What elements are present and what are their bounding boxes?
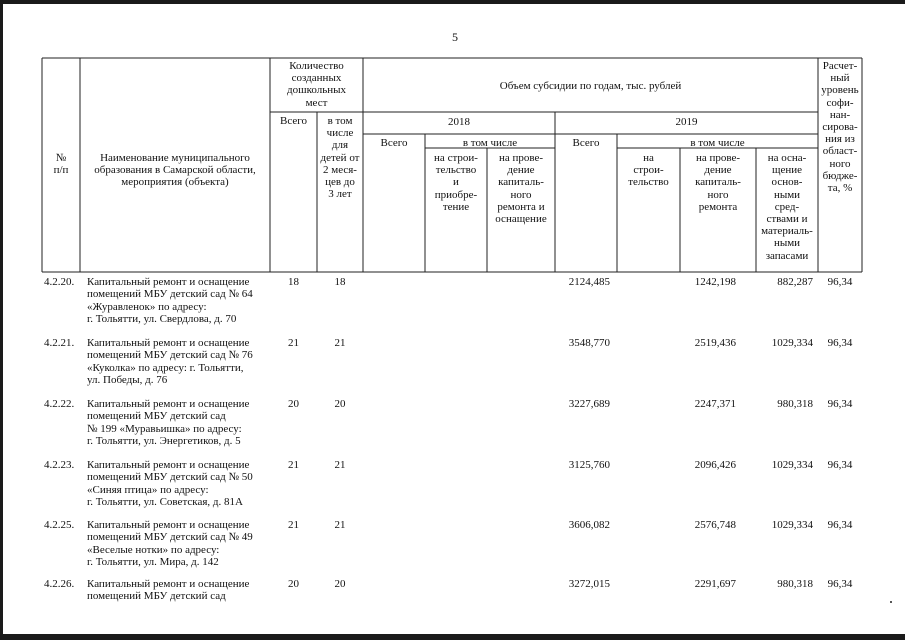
row-5-name: Капитальный ремонт и оснащение помещений МБУ детский сад № 49 «Веселые нотки» по адресу: г. Тольятти, ул. Мира, д. 142 [87,519,253,569]
row-6-total-2019: 3272,015 [568,578,610,590]
row-3-name: Капитальный ремонт и оснащение помещений МБУ детский сад № 199 «Муравьишка» по адресу: г. Тольятти, ул. Энергетиков, д. 5 [87,398,250,448]
row-2-equip-2019: 1029,334 [771,337,813,349]
row-3-equip-2019: 980,318 [777,398,813,410]
header-subsidy: Объем субсидии по годам, тыс. рублей [499,80,682,92]
row-3-places-total: 20 [288,398,299,410]
row-5-level: 96,34 [827,519,853,531]
row-4-level: 96,34 [827,459,853,471]
row-1-name: Капитальный ремонт и оснащение помещений МБУ детский сад № 64 «Журавленок» по адресу: г. Тольятти, ул. Свердлова, д. 70 [87,276,253,326]
row-5-no: 4.2.25. [44,519,75,531]
row-6-no: 4.2.26. [44,578,75,590]
row-2-repair-2019: 2519,436 [694,337,736,349]
row-1-places-incl: 18 [334,276,346,288]
row-1-no: 4.2.20. [44,276,75,288]
row-5-places-incl: 21 [334,519,346,531]
row-4-repair-2019: 2096,426 [694,459,736,471]
row-6-name: Капитальный ремонт и оснащение помещений МБУ детский сад [87,578,250,603]
row-6-equip-2019: 980,318 [777,578,813,590]
row-4-name: Капитальный ремонт и оснащение помещений МБУ детский сад № 50 «Синяя птица» по адресу: г. Тольятти, ул. Советская, д. 81А [87,459,253,509]
page-number: 5 [452,30,458,44]
row-3-repair-2019: 2247,371 [694,398,736,410]
row-4-equip-2019: 1029,334 [771,459,813,471]
scan-speck [890,601,892,603]
header-name: Наименование муниципального образования в Самарской области, мероприятия (объекта) [94,152,256,189]
header-places-incl: в том числе для детей от 2 меся- цев до 3 лет [320,115,360,201]
row-6-repair-2019: 2291,697 [694,578,736,590]
row-3-level: 96,34 [827,398,853,410]
header-2019-total: Всего [572,137,600,149]
row-4-no: 4.2.23. [44,459,75,471]
row-5-places-total: 21 [288,519,299,531]
row-5-total-2019: 3606,082 [568,519,610,531]
row-3-total-2019: 3227,689 [568,398,610,410]
row-4-places-total: 21 [288,459,299,471]
header-2018-construction: на строи- тельство и приобре- тение [434,152,478,213]
row-2-total-2019: 3548,770 [568,337,610,349]
header-2019-equipment: на осна- щение основ- ными сред- ствами и материаль- ными запасами [761,152,813,262]
row-2-level: 96,34 [827,337,853,349]
header-2019-repair: на прове- дение капиталь- ного ремонта [695,152,741,213]
row-6-level: 96,34 [827,578,853,590]
header-cofinancing-level: Расчет- ный уровень софи- нан- сирова- ния из област- ного бюдже- та, % [821,60,859,195]
header-2018-repair: на прове- дение капиталь- ного ремонта и оснащение [495,152,547,226]
row-1-equip-2019: 882,287 [777,276,813,288]
row-2-places-total: 21 [288,337,299,349]
row-6-places-incl: 20 [334,578,346,590]
row-5-equip-2019: 1029,334 [771,519,813,531]
row-2-no: 4.2.21. [44,337,75,349]
row-6-places-total: 20 [288,578,299,590]
header-no: № п/п [53,152,69,177]
header-2018-incl: в том числе [462,137,518,149]
row-4-total-2019: 3125,760 [568,459,610,471]
header-year-2018: 2018 [448,116,470,128]
header-2019-incl: в том числе [690,137,745,149]
row-1-level: 96,34 [827,276,853,288]
header-places: Количество созданных дошкольных мест [287,60,346,109]
header-2018-total: Всего [380,137,408,149]
row-5-repair-2019: 2576,748 [694,519,736,531]
row-3-places-incl: 20 [334,398,346,410]
row-3-no: 4.2.22. [44,398,75,410]
row-1-places-total: 18 [288,276,299,288]
row-1-repair-2019: 1242,198 [694,276,736,288]
row-1-total-2019: 2124,485 [568,276,610,288]
row-2-name: Капитальный ремонт и оснащение помещений МБУ детский сад № 76 «Куколка» по адресу: г. Тольятти, ул. Победы, д. 76 [87,337,253,387]
header-places-total: Всего [280,115,307,127]
row-2-places-incl: 21 [334,337,346,349]
header-year-2019: 2019 [675,116,698,128]
row-4-places-incl: 21 [334,459,346,471]
header-2019-construction: на строи- тельство [628,152,669,189]
